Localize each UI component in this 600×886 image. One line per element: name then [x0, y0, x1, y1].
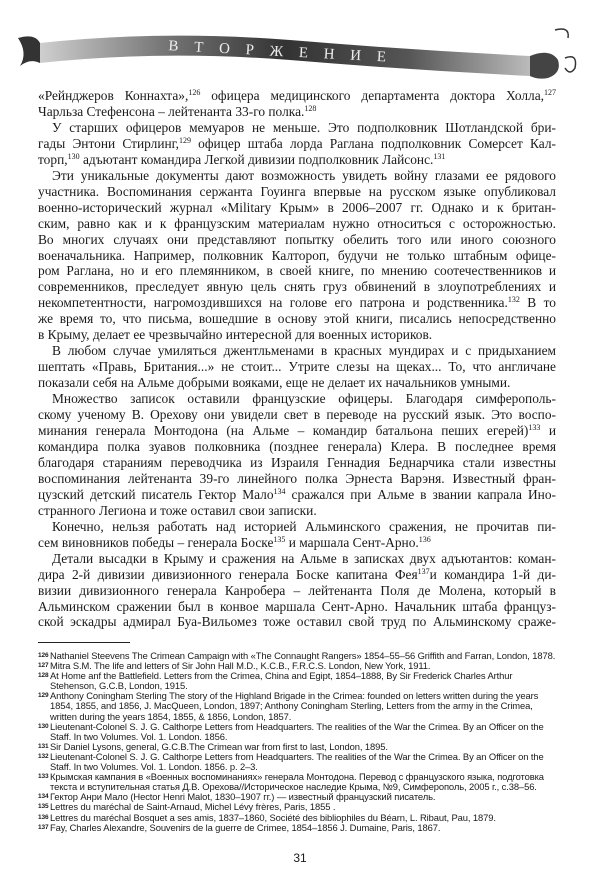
text-line — [38, 248, 556, 264]
footnote-number: 127 — [38, 662, 49, 670]
footnote-text: Lettres du maréchal de Saint-Arnaud, Michel Lévy frères, Paris, 1855 . — [50, 801, 336, 813]
text-line — [38, 184, 556, 200]
footnote-ref: 128 — [304, 103, 317, 113]
text-segment: и — [540, 423, 556, 439]
footnote-text: Гектор Анри Мало (Hector Henri Malot, 1830–1907 гг.) — известный французский писатель. — [50, 791, 436, 803]
body-text — [38, 88, 556, 630]
text-line — [38, 168, 556, 184]
footnotes — [38, 651, 558, 833]
text-line — [38, 439, 556, 455]
footnote-number: 126 — [38, 652, 49, 659]
footnote-ref: 131 — [433, 151, 446, 161]
text-segment: показали себя на Альме добрыми вояками, еще не делает их начальников умными. — [38, 375, 511, 391]
text-segment: Детали высадки в Крыму и сражения на Альме в записках двух адъютантов: коман- — [52, 550, 556, 566]
footnote-ref: 135 — [273, 534, 286, 544]
footnote-text: Anthony Coningham Sterling The story of the Highland Brigade in the Crimea: founded on letters written during the years 1854, 1855, and 1856, J. MacQueen, London, 1897; Anthony Coningham Sterling, Letters from the army in the Crimea, written during the years 1854, 1855, & 1856, London, 1857. — [50, 690, 539, 722]
text-line — [38, 391, 556, 407]
text-line — [38, 311, 556, 327]
text-line — [38, 263, 556, 279]
chapter-banner — [10, 18, 590, 88]
text-segment: шептать «Правь, Британия...» не стоит... Утрите слезы на щеках... То, что англичане — [38, 359, 556, 375]
text-segment: офицер штаба лорда Раглана подполковник Сомерсет Кал- — [190, 135, 556, 151]
text-line — [38, 455, 556, 471]
text-segment: У старших офицеров мемуаров не меньше. Это подполковник Шотландской бри- — [52, 119, 556, 135]
footnote-text: Lieutenant-Colonel S. J. G. Calthorpe Letters from Headquarters. The realities of the War the Crimea. By an Officer on the Staff. In two Volumes. Vol. 1. London. 1856. p. 2–3. — [50, 750, 544, 773]
footnote-number: 131 — [38, 742, 49, 750]
text-segment: ским, равно как и к французским материалам нужно относиться с осторожностью. — [38, 215, 556, 231]
text-segment: ром Раглана, но и его племянником, в своей книге, по мнению соотечественников и — [38, 263, 556, 279]
text-line — [38, 295, 556, 311]
text-line — [38, 614, 556, 630]
text-line — [38, 327, 556, 343]
text-line — [38, 152, 556, 168]
footnote — [38, 823, 558, 833]
page-number: 31 — [293, 851, 307, 865]
text-segment: Чарльза Стефенсона – лейтенанта 33-го полка. — [38, 103, 305, 119]
text-segment: воспоминания лейтенанта 39-го линейного полка Эрнеста Варэня. Известный фран- — [38, 470, 556, 486]
text-segment: современников, преследует явную цель снять груз обвинений в злоупотреблениях и — [38, 279, 556, 295]
text-segment: Во многих случаях они представляют попытку обелить того или иного союзного — [38, 231, 556, 247]
footnote-text: Mitra S.M. The life and letters of Sir John Hall M.D., K.C.B., F.R.C.S. London, New York, 1911. — [50, 660, 431, 672]
footnote-text: Lieutenant-Colonel S. J. G. Calthorpe Letters from Headquarters. The realities of the War the Crimea. By an Officer on the Staff. In two Volumes. Vol. 1. London. 1856. — [50, 720, 544, 742]
text-line — [38, 583, 556, 599]
text-line — [38, 599, 556, 615]
footnote-number: 137 — [38, 823, 49, 831]
text-segment: Эти уникальные документы дают возможность увидеть войну глазами ее рядового — [52, 167, 556, 183]
footnote-text: Fay, Charles Alexandre, Souvenirs de la guerre de Crimee, 1854–1856 J. Dumaine, Paris, 1867. — [50, 821, 441, 833]
footnote-number: 129 — [38, 692, 49, 700]
footnote-text: Sir Daniel Lysons, general, G.C.B.The Crimean war from first to last, London, 1895. — [50, 740, 388, 752]
text-line — [38, 567, 556, 583]
footnote — [38, 772, 558, 792]
text-line — [38, 279, 556, 295]
text-segment: же время то, что письма, вошедшие в основу этой книги, писались непосредственно — [38, 311, 556, 327]
ribbon-right-curl — [530, 53, 559, 79]
paragraph — [38, 391, 556, 519]
footnote-text: Крымская кампания в «Военных воспоминаниях» генерала Монтодона. Перевод с французского языка, подготовка текста и вступительная статья Д.В. Орехова//Историческое наследие Крыма, №9, Симферополь, 2005 г., с.38–56. — [50, 771, 544, 793]
text-line — [38, 487, 556, 503]
paragraph — [38, 551, 556, 631]
text-segment: некомпетентности, нагромоздившихся на голове его патрона и родственника. — [38, 295, 508, 311]
footnote-ref: 137 — [417, 566, 430, 576]
text-segment: офицера медицинского департамента доктора Холла, — [200, 88, 544, 103]
text-line — [38, 232, 556, 248]
paragraph — [38, 519, 556, 551]
footnote — [38, 752, 558, 772]
paragraph — [38, 168, 556, 343]
footnote — [38, 691, 558, 721]
text-line — [38, 136, 556, 152]
paragraph — [38, 120, 556, 168]
text-segment: и командира 1-й ди- — [429, 566, 556, 582]
text-segment: Множество записок оставили французские офицеры. Благодаря симферополь- — [52, 391, 556, 407]
footnote-ref: 126 — [188, 88, 201, 97]
text-segment: Альминском сражении был в конвое маршала Сент-Арно. Начальник штаба француз- — [38, 598, 556, 614]
text-segment: в Крыму, делает ее чрезвычайно интересной для военных историков. — [38, 327, 433, 343]
footnote-ref: 127 — [544, 88, 556, 97]
text-segment: цузский детский писатель Гектор Мало — [38, 486, 274, 502]
text-segment: адъютант командира Легкой дивизии подполковник Лайсонс. — [79, 151, 434, 167]
footnote-ref: 129 — [178, 135, 191, 145]
text-line — [38, 535, 556, 551]
text-segment: дира 2-й дивизии дивизионного генерала Боске капитана Фея — [38, 566, 418, 582]
text-segment: и маршала Сент-Арно. — [285, 534, 419, 550]
text-line — [38, 104, 556, 120]
footnote-ref: 132 — [507, 295, 520, 305]
text-segment: визии дивизионного генерала Канробера – лейтенанта Поля де Молена, который в — [38, 582, 556, 598]
footnote-number: 134 — [38, 793, 49, 801]
text-segment: гады Энтони Стирлинг, — [38, 135, 179, 151]
text-line — [38, 359, 556, 375]
footnote-number: 132 — [38, 752, 49, 760]
text-segment: сражался при Альме в звании капрала Ино- — [285, 486, 556, 502]
text-line — [38, 120, 556, 136]
text-line — [38, 519, 556, 535]
text-segment: торп, — [38, 151, 68, 167]
footnote-text: At Home anf the Battlefield. Letters from the Crimea, China and Egipt, 1854–1888, By Sir Frederick Charles Arthur Stehenson, G.C.B, London, 1915. — [50, 670, 513, 692]
text-segment: странного Легиона и тоже оставил свои записки. — [38, 502, 317, 518]
footnote — [38, 722, 558, 742]
footnote-number: 133 — [38, 773, 49, 781]
text-line — [38, 216, 556, 232]
ribbon-left-curl — [18, 36, 40, 66]
text-segment: сем виновников победы – генерала Боске — [38, 534, 274, 550]
footnote-number: 128 — [38, 672, 49, 680]
footnote-separator — [38, 642, 130, 643]
footnote-text: Lettres du maréchal Bosquet a ses amis, 1837–1860, Société des bibliophiles du Béarn, L. Ribaut, Pau, 1879. — [50, 811, 496, 823]
footnote — [38, 671, 558, 691]
text-line — [38, 200, 556, 216]
text-line — [38, 407, 556, 423]
text-segment: «Рейнджеров Коннахта», — [38, 88, 189, 103]
text-segment: ской эскадры адмирал Буа-Вильомез тоже оставил свой труд по Альминскому сраже- — [38, 614, 556, 630]
footnote-text: Nathaniel Steevens The Crimean Campaign with «The Connaught Rangers» 1854–55–56 Griffith and Farran, London, 1878. — [50, 650, 556, 661]
text-line — [38, 343, 556, 359]
text-segment: скому ученому В. Орехову они увидели свет в переводе на русский язык. Это воспо- — [38, 407, 556, 423]
footnote-ref: 134 — [273, 486, 286, 496]
text-line — [38, 471, 556, 487]
chapter-title: В Т О Р Ж Е Н И Е — [168, 38, 393, 66]
footnote-ref: 133 — [528, 423, 541, 433]
text-line — [38, 503, 556, 519]
paragraph — [38, 88, 556, 120]
text-segment: военно-исторический журнал «Military Крым» в 2006–2007 гг. Однако и к британ- — [38, 199, 556, 215]
text-line — [38, 375, 556, 391]
text-segment: благодаря стараниям переводчика из Израиля Геннадия Беднарчика стали известны — [38, 454, 556, 470]
text-line — [38, 423, 556, 439]
footnote-ref: 136 — [418, 534, 431, 544]
text-segment: участника. Воспоминания сержанта Гоуинга впервые на русском языке опубликовал — [38, 183, 556, 199]
footnote-number: 135 — [38, 803, 49, 811]
text-segment: В любом случае умиляться джентльменами в красных мундирах и с придыханием — [52, 343, 556, 359]
text-segment: Конечно, нельзя работать над историей Альминского сражения, не прочитав пи- — [52, 518, 556, 534]
text-segment: минания генерала Монтодона (на Альме – командир батальона пеших егерей) — [38, 423, 529, 439]
text-segment: В то — [519, 295, 557, 311]
footnote-number: 130 — [38, 722, 49, 730]
footnote-ref: 130 — [67, 151, 80, 161]
text-line — [38, 88, 556, 104]
text-segment: командира полка зуавов полковника (позднее генерала) Клера. В последнее время — [38, 438, 556, 454]
footnote-number: 136 — [38, 813, 49, 821]
text-line — [38, 551, 556, 567]
paragraph — [38, 343, 556, 391]
text-segment: военачальника. Например, полковник Калтороп, будучи не только штабным офице- — [38, 247, 556, 263]
